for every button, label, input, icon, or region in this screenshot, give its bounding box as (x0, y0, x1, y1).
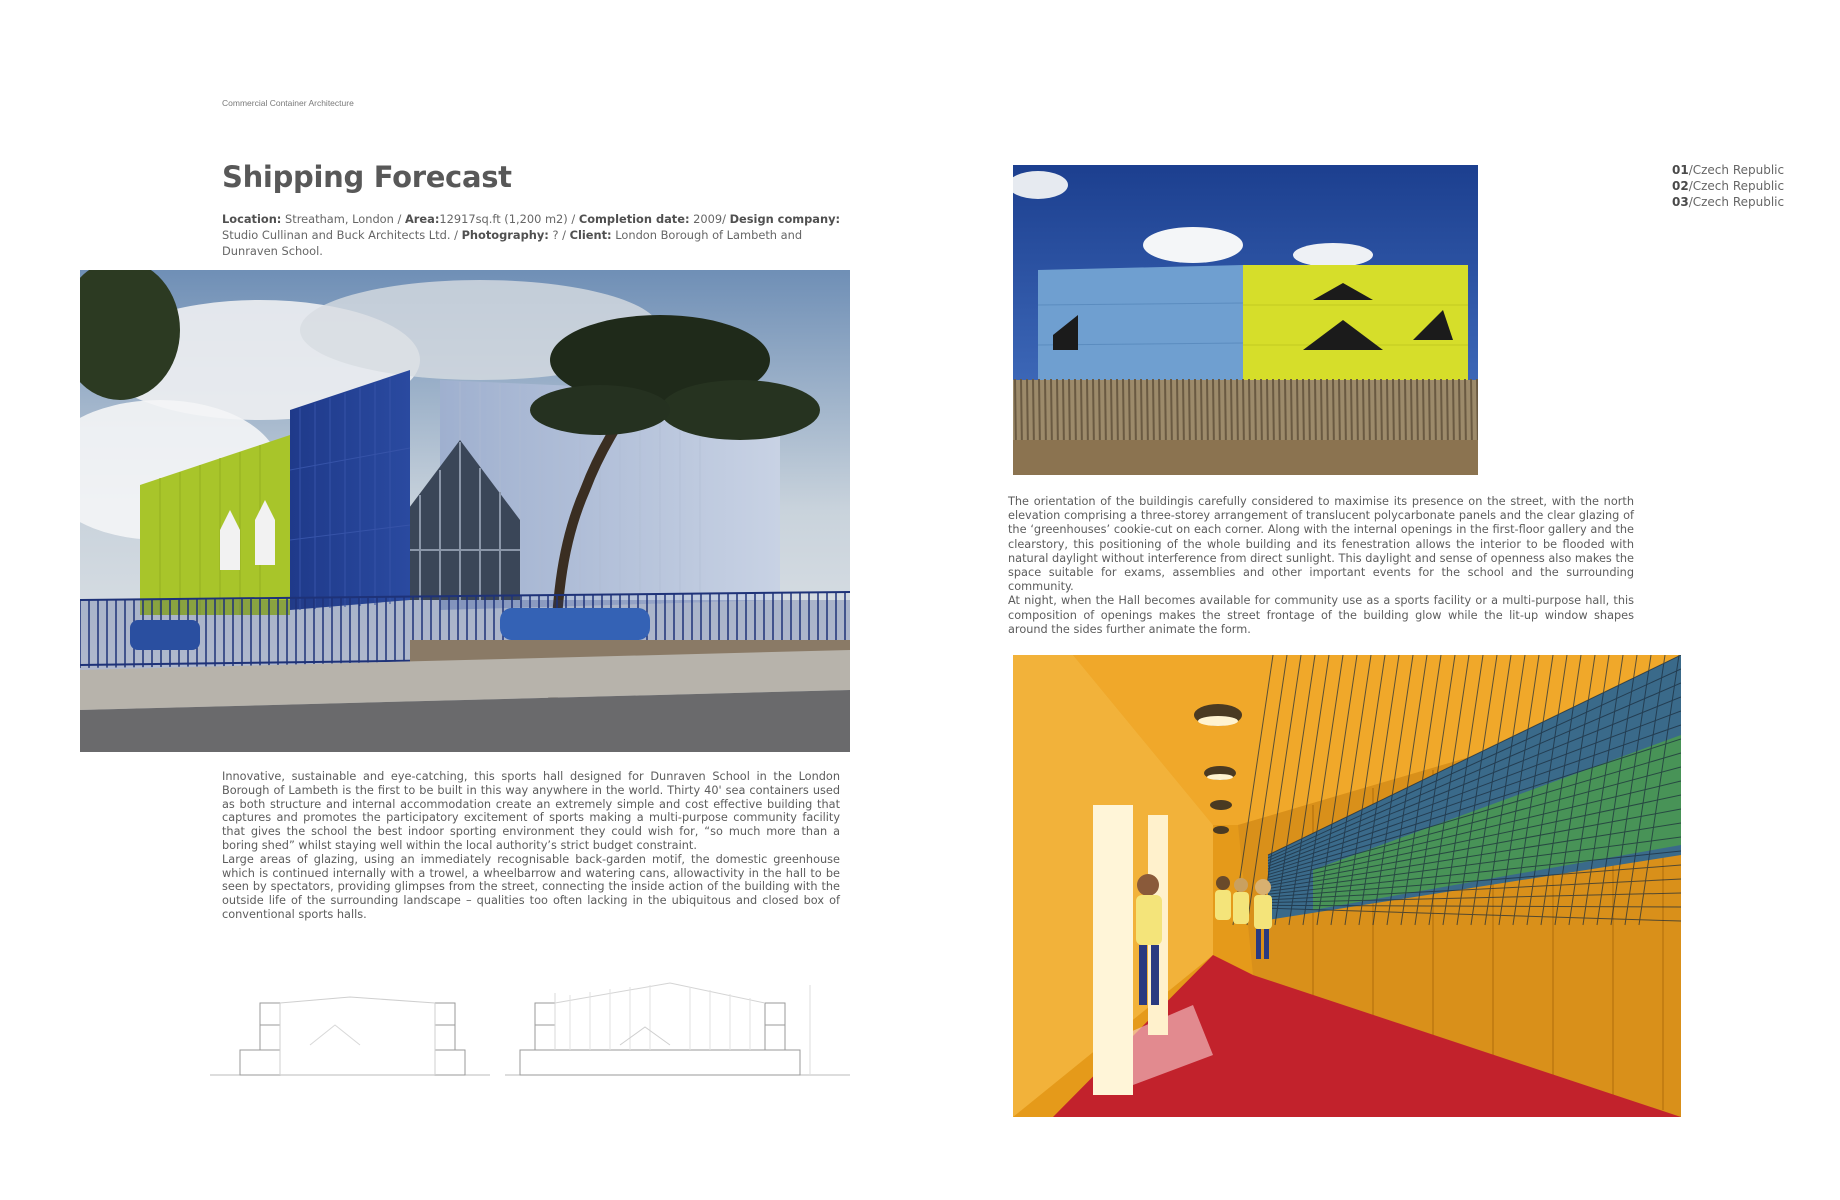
interior-corridor-photo (1013, 655, 1681, 1117)
caption-2: 02/Czech Republic (1672, 179, 1785, 193)
street-elevation-photo (1013, 165, 1478, 475)
page-title: Shipping Forecast (222, 160, 512, 194)
location-value: Streatham, London (285, 212, 394, 226)
project-meta: Location: Streatham, London / Area:12917sq.ft (1,200 m2) / Completion date: 2009/ Design company: Studio Cullinan and Buck Architects Ltd. / Photography: ? / Client: London Borough of Lambeth and Dunraven School. (222, 212, 841, 258)
design-value: Studio Cullinan and Buck Architects Ltd. (222, 228, 451, 242)
location-label: Location: (222, 212, 282, 226)
photography-value: ? (552, 228, 559, 242)
client-value: London Borough of Lambeth and Dunraven School. (222, 228, 803, 258)
caption-1: 01/Czech Republic (1672, 163, 1785, 177)
elevation-drawings (210, 975, 850, 1085)
body-text-right (1008, 495, 1634, 637)
completion-value: 2009/ (693, 212, 726, 226)
body-right-paragraph-1: The orientation of the buildingis carefully considered to maximise its presence on the street, with the north elevation comprising a three-storey arrangement of translucent polycarbonate panels and the clear glazing of the ‘greenhouses’ cookie-cut on each corner. Along with the internal openings in the first-floor gallery and the clearstory, this positioning of the whole building and its fenestration allows the interior to be flooded with natural daylight without interference from direct sunlight. This daylight and sense of openness also makes the space suitable for exams, assemblies and other important events for the school and the surrounding community. (1008, 495, 1634, 594)
area-label: Area: (404, 212, 440, 226)
client-label: Client: (569, 228, 612, 242)
design-label: Design company: (729, 212, 841, 226)
body-left-paragraph-2: Large areas of glazing, using an immediately recognisable back-garden motif, the domestic greenhouse which is continued internally with a trowel, a wheelbarrow and watering cans, allowactivity in the hall to be seen by spectators, providing glimpses from the street, connecting the inside action of the building with the outside life of the surrounding landscape – qualities too often lacking in the ubiquitous and closed box of conventional sports halls. (222, 852, 840, 921)
exterior-photo (80, 270, 850, 752)
body-text-left (222, 770, 840, 922)
body-right-paragraph-2: At night, when the Hall becomes available for community use as a sports facility or a multi-purpose hall, this composition of openings makes the street frontage of the building glow while the lit-up window shapes around the sides further animate the form. (1008, 594, 1634, 636)
area-value: 12917sq.ft (1,200 m2) (439, 212, 568, 226)
caption-3: 03/Czech Republic (1672, 195, 1785, 209)
body-left-paragraph-1: Innovative, sustainable and eye-catching, this sports hall designed for Dunraven School in the London Borough of Lambeth is the first to be built in this way anywhere in the world. Thirty 40' sea containers used as both structure and internal accommodation create an extremely simple and cost effective building that captures and promotes the participatory excitement of sports making a multi-purpose community facility that gives the school the best indoor sporting environment they could wish for, “so much more than a boring shed” whilst staying well within the local authority’s strict budget constraint. (222, 770, 840, 852)
photography-label: Photography: (461, 228, 549, 242)
completion-label: Completion date: (578, 212, 690, 226)
photo-captions (1672, 162, 1784, 210)
running-head: Commercial Container Architecture (222, 98, 354, 108)
